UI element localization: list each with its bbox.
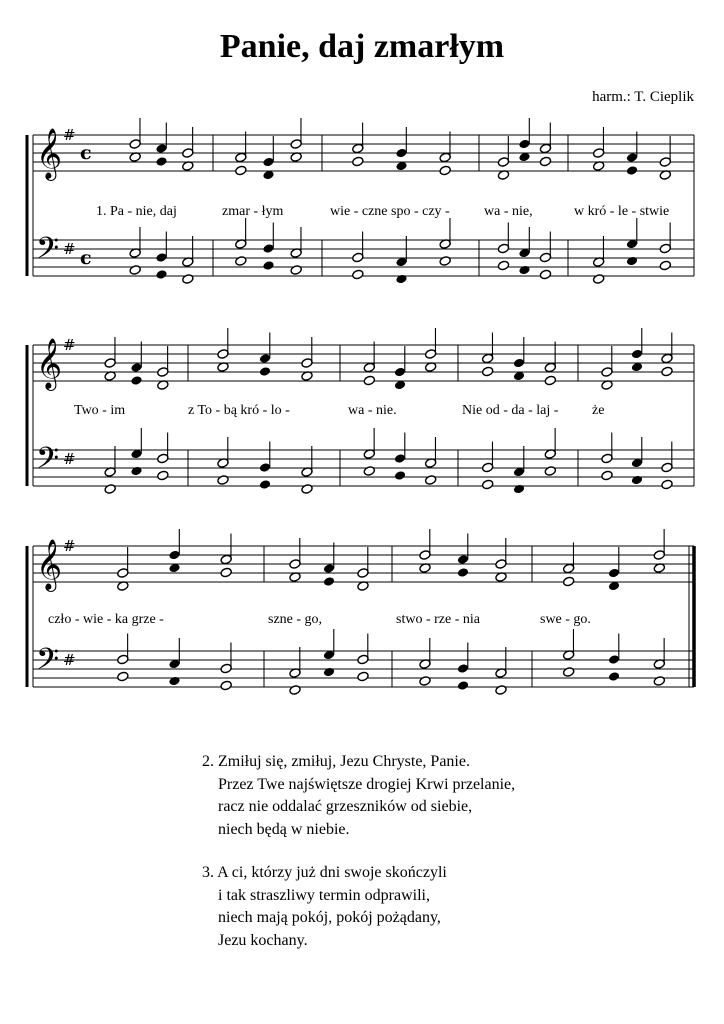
note-head xyxy=(439,165,451,176)
lyric-fragment: z To - bą kró - lo - xyxy=(188,403,290,418)
note-head xyxy=(259,366,271,377)
note-head xyxy=(539,156,551,167)
note-head xyxy=(495,685,507,696)
note-head xyxy=(424,475,436,486)
note-head xyxy=(117,671,129,682)
lyric-fragment: wa - nie, xyxy=(484,204,533,219)
verse-line: Jezu kochany. xyxy=(202,931,308,949)
note-head xyxy=(518,265,530,276)
lyric-fragment: w kró - le - stwie xyxy=(574,204,670,219)
note-head xyxy=(290,265,302,276)
note-head xyxy=(631,475,643,486)
note-head xyxy=(419,676,431,687)
note-head xyxy=(608,671,620,682)
note-head xyxy=(155,269,167,280)
note-head xyxy=(457,680,469,691)
treble-clef: 𝄞 xyxy=(36,128,63,179)
note-head xyxy=(481,366,493,377)
note-head xyxy=(130,375,142,386)
note-head xyxy=(626,165,638,176)
treble-clef: 𝄞 xyxy=(36,338,63,389)
note-head xyxy=(363,375,375,386)
note-head xyxy=(661,366,673,377)
note-head xyxy=(323,576,335,587)
composer-credit: harm.: T. Cieplik xyxy=(592,89,694,105)
lyric-fragment: że xyxy=(592,403,605,418)
note-head xyxy=(439,256,451,267)
note-head xyxy=(661,479,673,490)
lyric-fragment: stwo - rze - nia xyxy=(396,612,480,627)
lyric-fragment: 1. Pa - nie, daj xyxy=(96,204,177,219)
page-title: Panie, daj zmarłym xyxy=(219,28,505,65)
bass-clef: 𝄢 xyxy=(36,643,60,684)
note-head xyxy=(130,466,142,477)
note-head xyxy=(235,256,247,267)
note-head xyxy=(182,274,194,285)
note-head xyxy=(168,676,180,687)
lyric-fragment: Nie od - da - laj - xyxy=(462,403,559,418)
verse-line: Przez Twe najświętsze drogiej Krwi przelanie, xyxy=(202,775,516,793)
note-head xyxy=(457,567,469,578)
lyric-fragment: wie - czne spo - czy - xyxy=(330,204,450,219)
note-head xyxy=(352,269,364,280)
note-head xyxy=(352,156,364,167)
note-head xyxy=(220,680,232,691)
note-head xyxy=(544,466,556,477)
sharp-sign: # xyxy=(63,336,76,354)
lyric-fragment: szne - go, xyxy=(268,612,323,627)
note-head xyxy=(289,685,301,696)
sharp-sign: # xyxy=(63,537,76,555)
note-head xyxy=(157,470,169,481)
sharp-sign: # xyxy=(63,651,76,669)
note-head xyxy=(513,484,525,495)
note-head xyxy=(497,260,509,271)
sharp-sign: # xyxy=(63,126,76,144)
note-head xyxy=(129,265,141,276)
time-signature: c xyxy=(80,142,92,164)
note-head xyxy=(544,375,556,386)
note-head xyxy=(357,671,369,682)
note-head xyxy=(235,165,247,176)
note-head xyxy=(259,479,271,490)
treble-clef: 𝄞 xyxy=(36,539,63,590)
note-head xyxy=(363,466,375,477)
note-head xyxy=(104,484,116,495)
note-head xyxy=(217,475,229,486)
lyric-fragment: wa - nie. xyxy=(348,403,397,418)
verse-line: racz nie oddalać grzeszników od siebie, xyxy=(202,798,473,815)
note-head xyxy=(562,667,574,678)
verse-line: 3. A ci, którzy już dni swoje skończyli xyxy=(202,864,447,881)
note-head xyxy=(155,156,167,167)
time-signature: c xyxy=(80,247,92,269)
note-head xyxy=(262,260,274,271)
verse-line: niech będą w niebie. xyxy=(202,820,350,838)
note-head xyxy=(626,256,638,267)
sharp-sign: # xyxy=(63,240,76,258)
note-head xyxy=(562,576,574,587)
verse-line: 2. Zmiłuj się, zmiłuj, Jezu Chryste, Panie. xyxy=(202,753,470,770)
lyric-fragment: zmar - łym xyxy=(222,204,284,219)
verse-line: niech mają pokój, pokój pożądany, xyxy=(202,909,441,926)
bass-clef: 𝄢 xyxy=(36,232,60,273)
note-head xyxy=(395,274,407,285)
note-head xyxy=(301,484,313,495)
note-head xyxy=(592,274,604,285)
lyric-fragment: swe - go. xyxy=(540,612,591,627)
note-head xyxy=(659,260,671,271)
lyric-fragment: czło - wie - ka grze - xyxy=(48,612,164,627)
note-head xyxy=(323,667,335,678)
note-head xyxy=(653,676,665,687)
verse-3 xyxy=(202,862,447,952)
note-head xyxy=(394,470,406,481)
lyric-fragment: Two - im xyxy=(74,403,126,418)
note-head xyxy=(601,470,613,481)
bass-clef: 𝄢 xyxy=(36,442,60,483)
note-head xyxy=(539,269,551,280)
sharp-sign: # xyxy=(63,450,76,468)
note-head xyxy=(220,567,232,578)
verse-2 xyxy=(202,751,515,841)
note-head xyxy=(481,479,493,490)
verse-line: i tak straszliwy termin odprawili, xyxy=(202,886,430,904)
